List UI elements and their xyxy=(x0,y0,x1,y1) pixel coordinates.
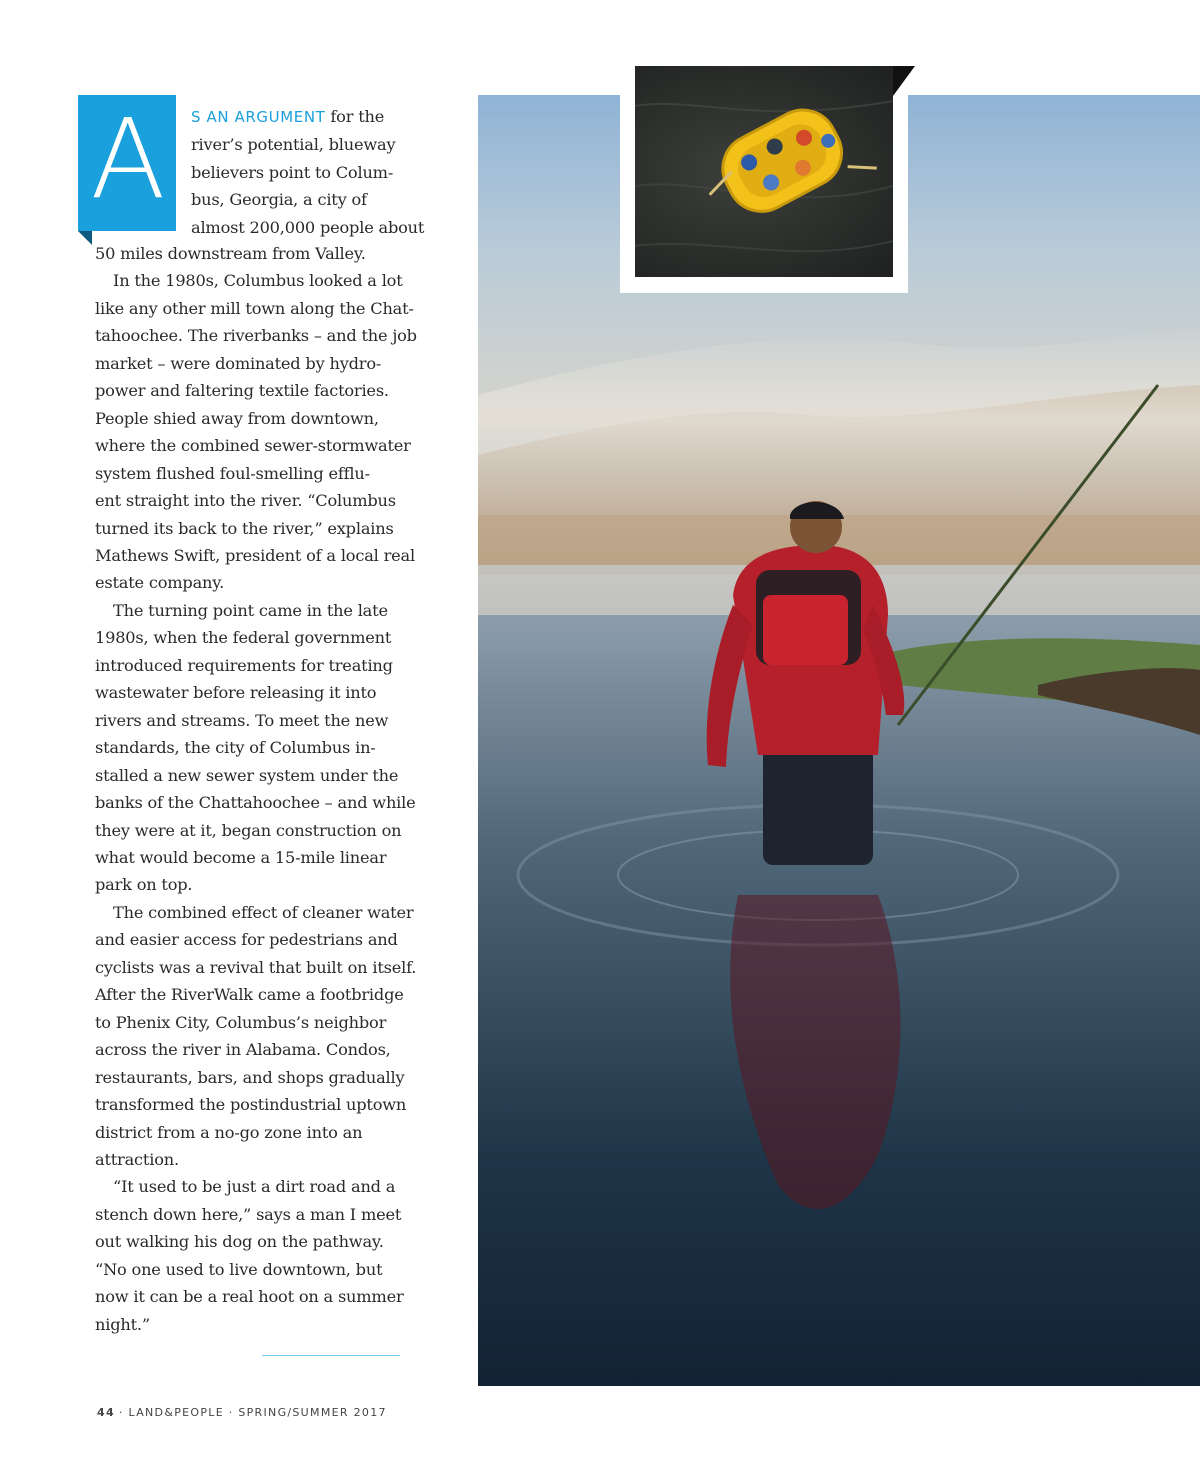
paragraph-line: market – were dominated by hydro- xyxy=(95,353,382,373)
paragraph-line: stench down here,” says a man I meet xyxy=(95,1204,402,1224)
paragraph-line: attraction. xyxy=(95,1149,179,1169)
paragraph-4 xyxy=(95,899,417,1174)
drop-cap-block xyxy=(78,95,176,231)
paragraph-line: and easier access for pedestrians and xyxy=(95,930,398,950)
end-rule xyxy=(262,1355,400,1356)
paragraph-line: “No one used to live downtown, but xyxy=(95,1259,383,1279)
paragraph-2 xyxy=(95,267,417,596)
drop-cap-fold xyxy=(78,231,92,245)
raft-aerial-photo xyxy=(635,66,893,277)
paragraph-line: Mathews Swift, president of a local real xyxy=(95,545,415,565)
paragraph-3 xyxy=(95,597,417,899)
paragraph-line: “It used to be just a dirt road and a xyxy=(113,1177,396,1197)
paragraph-line: introduced requirements for treating xyxy=(95,655,393,675)
paragraph-line: People shied away from downtown, xyxy=(95,408,379,428)
paragraph-line: The turning point came in the late xyxy=(113,600,388,620)
paragraph-line: In the 1980s, Columbus looked a lot xyxy=(113,271,403,291)
intro-line-5: almost 200,000 people about xyxy=(191,217,425,237)
paragraph-line: district from a no-go zone into an xyxy=(95,1122,363,1142)
paragraph-line: 1980s, when the federal government xyxy=(95,628,392,648)
paragraph-line: wastewater before releasing it into xyxy=(95,683,377,703)
paragraph-line: what would become a 15-mile linear xyxy=(95,847,387,867)
page-number: 44 xyxy=(97,1406,115,1419)
intro-line-1: S AN ARGUMENT for the xyxy=(191,107,385,126)
intro-lines xyxy=(191,103,424,241)
intro-line-6: 50 miles downstream from Valley. xyxy=(95,244,366,263)
paragraph-line: across the river in Alabama. Condos, xyxy=(95,1040,391,1060)
paragraph-line: power and faltering textile factories. xyxy=(95,381,389,401)
paragraph-line: night.” xyxy=(95,1314,150,1334)
paragraph-line: out walking his dog on the pathway. xyxy=(95,1232,384,1252)
intro-line-3: believers point to Colum- xyxy=(191,162,394,182)
paragraph-line: system flushed foul-smelling efflu- xyxy=(95,463,370,483)
paragraph-line: The combined effect of cleaner water xyxy=(113,902,414,922)
paragraph-line: now it can be a real hoot on a summer xyxy=(95,1287,404,1307)
paragraph-line: rivers and streams. To meet the new xyxy=(95,710,389,730)
paragraph-5 xyxy=(95,1173,417,1338)
paragraph-line: where the combined sewer-stormwater xyxy=(95,436,411,456)
paragraph-line: they were at it, began construction on xyxy=(95,820,402,840)
paragraph-line: like any other mill town along the Chat- xyxy=(95,298,414,318)
paragraph-line: After the RiverWalk came a footbridge xyxy=(95,985,404,1005)
drop-cap-letter: A xyxy=(90,95,164,223)
raft-illustration xyxy=(635,66,893,277)
paragraph-line: estate company. xyxy=(95,573,225,593)
paragraph-line: stalled a new sewer system under the xyxy=(95,765,399,785)
paragraph-line: ent straight into the river. “Columbus xyxy=(95,491,396,511)
body-column xyxy=(95,240,417,1338)
lead-caps: S AN ARGUMENT xyxy=(191,108,326,126)
publication-line: · LAND&PEOPLE · SPRING/SUMMER 2017 xyxy=(118,1406,387,1419)
intro-line-4: bus, Georgia, a city of xyxy=(191,190,367,210)
paragraph-line: park on top. xyxy=(95,875,193,895)
paragraph-line: standards, the city of Columbus in- xyxy=(95,738,376,758)
paragraph-line: turned its back to the river,” explains xyxy=(95,518,394,538)
inset-corner-fold xyxy=(893,66,915,96)
paragraph-line: banks of the Chattahoochee – and while xyxy=(95,793,416,813)
paragraph-line: restaurants, bars, and shops gradually xyxy=(95,1067,405,1087)
page-footer xyxy=(97,1406,387,1419)
paragraph-line: cyclists was a revival that built on itself. xyxy=(95,957,417,977)
intro-line-2: river’s potential, blueway xyxy=(191,135,396,155)
paragraph-line: to Phenix City, Columbus’s neighbor xyxy=(95,1012,387,1032)
paragraph-line: tahoochee. The riverbanks – and the job xyxy=(95,326,417,346)
paragraph-line: transformed the postindustrial uptown xyxy=(95,1095,407,1115)
